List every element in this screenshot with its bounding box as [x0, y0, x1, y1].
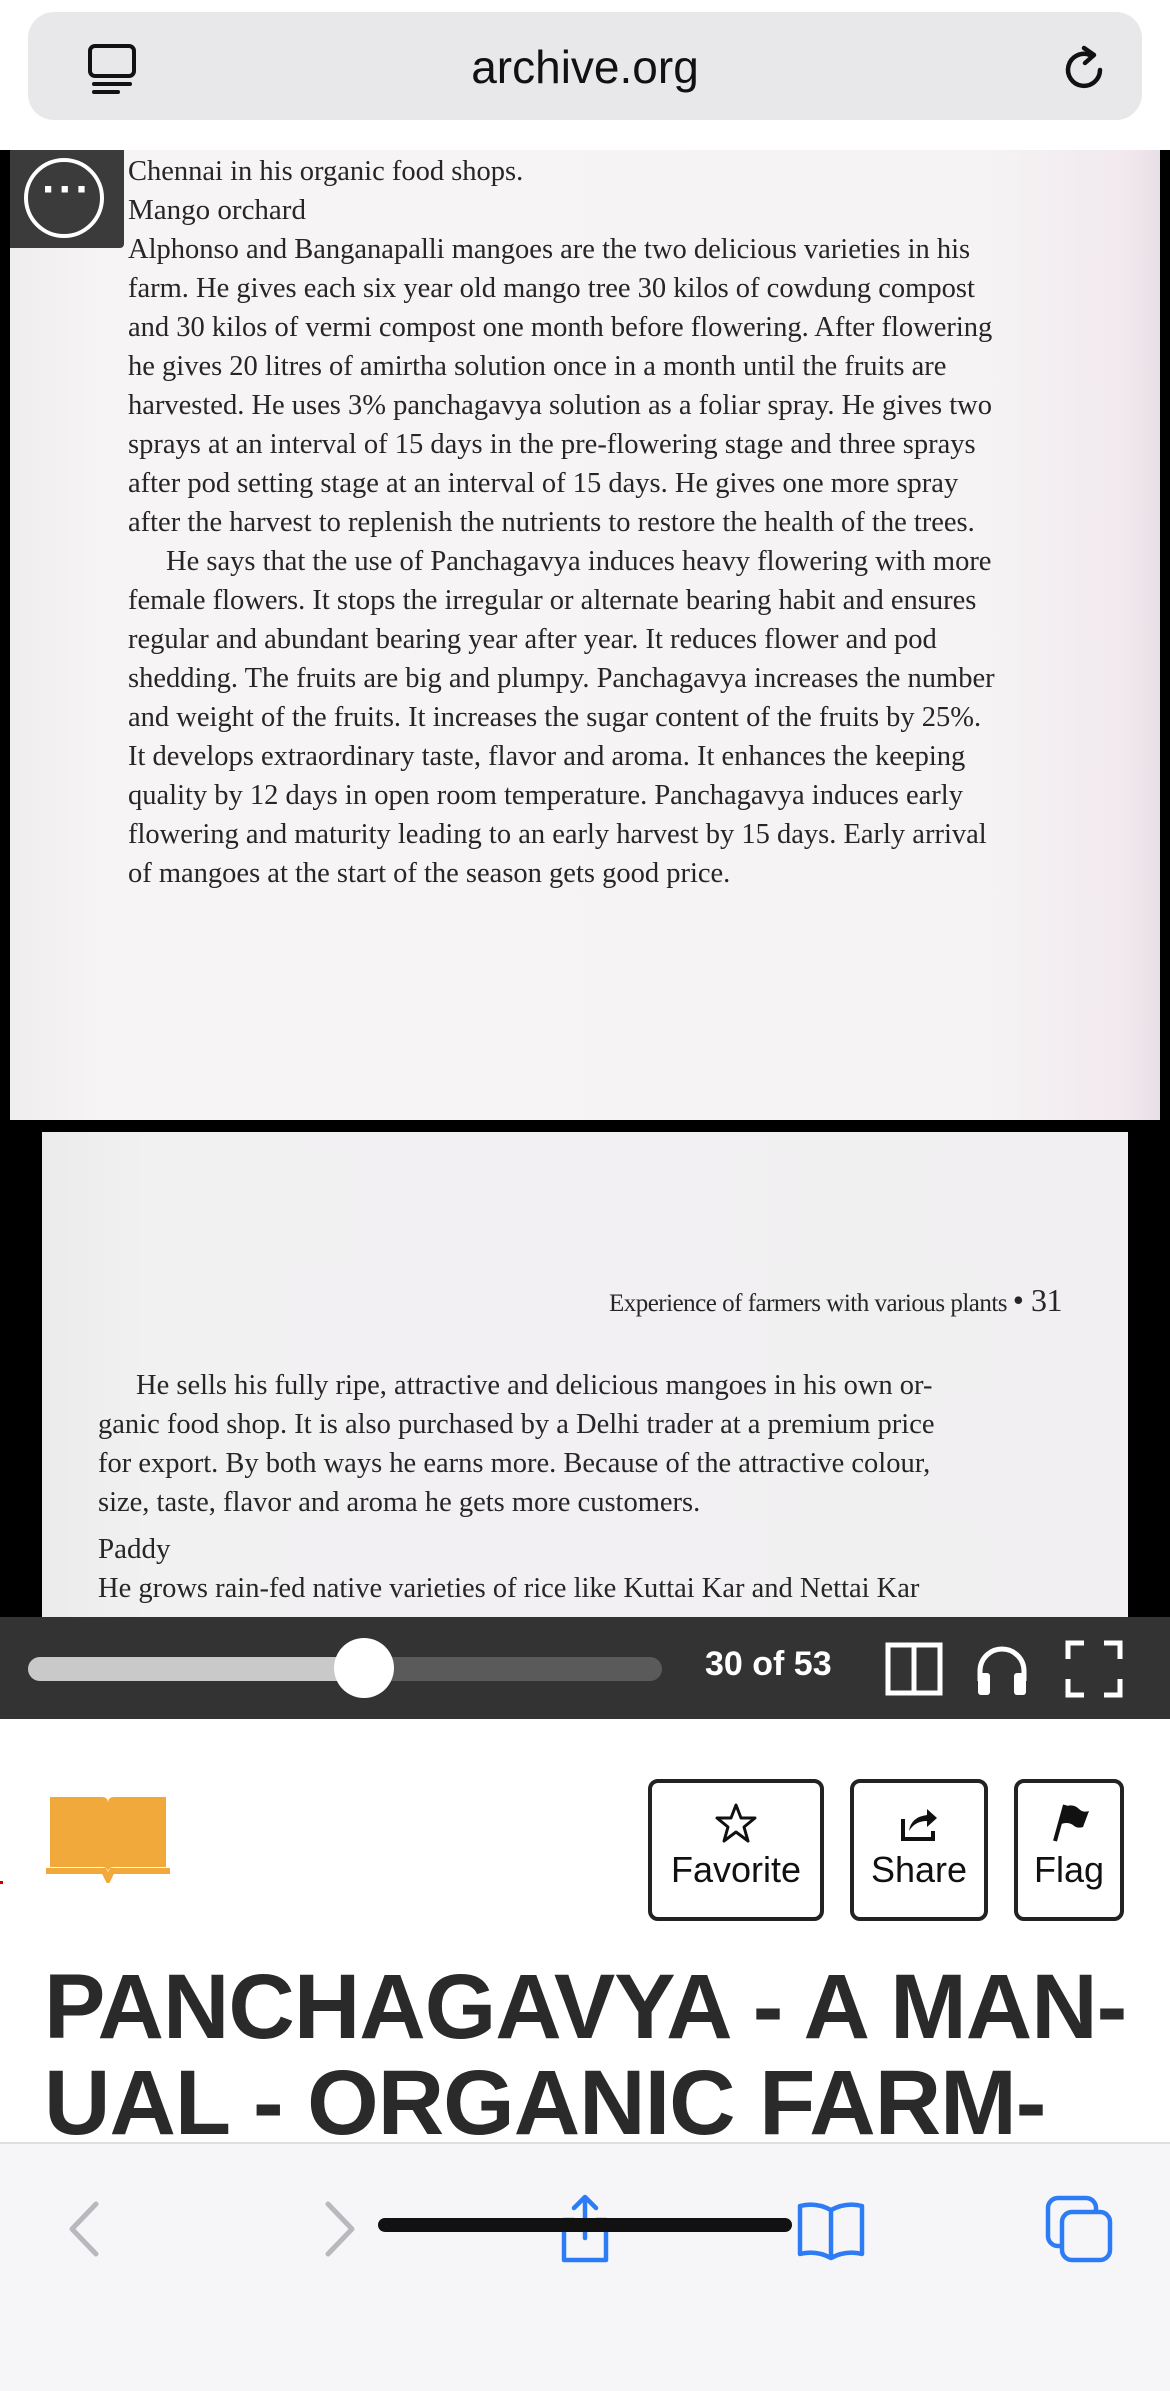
page-line: Chennai in his organic food shops. — [128, 156, 524, 187]
browser-top-bar — [0, 0, 1170, 150]
reload-icon[interactable] — [1054, 40, 1114, 100]
page-line: after pod setting stage at an interval of 15 days. He gives one more spray — [128, 468, 959, 499]
page-line: shedding. The fruits are big and plumpy. Panchagavya increases the number — [128, 663, 995, 694]
share-icon — [897, 1801, 941, 1845]
item-details — [0, 1719, 1170, 2142]
book-icon — [46, 1787, 170, 1883]
page-line: and weight of the fruits. It increases the sugar content of the fruits by 25%. — [128, 702, 982, 733]
item-title: PANCHAGAVYA - A MAN- UAL - ORGANIC FARM- — [44, 1956, 1127, 2142]
page-line: Alphonso and Banganapalli mangoes are the two delicious varieties in his — [128, 234, 971, 265]
browser-toolbar — [0, 2142, 1170, 2391]
share-button[interactable] — [850, 1779, 988, 1921]
reader-controls — [0, 1617, 1170, 1719]
page-line: harvested. He uses 3% panchagavya solution as a foliar spray. He gives two — [128, 390, 992, 421]
page-line: quality by 12 days in open room temperature. Panchagavya induces early — [128, 780, 963, 811]
section-heading: Paddy — [98, 1533, 171, 1565]
page-line: ganic food shop. It is also purchased by a Delhi trader at a premium price — [98, 1409, 935, 1440]
page-number: • 31 — [1012, 1282, 1062, 1318]
share-label: Share — [870, 1849, 968, 1890]
star-icon — [714, 1801, 758, 1845]
book-page-left — [10, 150, 1160, 1120]
favorite-label: Favorite — [670, 1849, 802, 1890]
two-page-view-icon[interactable] — [884, 1639, 944, 1699]
address-bar[interactable] — [28, 12, 1142, 120]
page-line: for export. By both ways he earns more. Because of the attractive colour, — [98, 1448, 931, 1479]
page-slider-fill — [28, 1657, 364, 1681]
flag-label: Flag — [1033, 1849, 1105, 1890]
home-indicator[interactable] — [378, 2218, 792, 2232]
headphones-icon[interactable] — [972, 1639, 1032, 1699]
page-line: flowering and maturity leading to an early harvest by 15 days. Early arrival — [128, 819, 987, 850]
book-page-right — [42, 1132, 1128, 1617]
page-slider-thumb[interactable] — [334, 1638, 394, 1698]
page-line: He sells his fully ripe, attractive and delicious mangoes in his own or- — [136, 1370, 933, 1401]
back-icon[interactable] — [52, 2194, 122, 2264]
page-line: He says that the use of Panchagavya induces heavy flowering with more — [166, 546, 992, 577]
page-line: It develops extraordinary taste, flavor and aroma. It enhances the keeping — [128, 741, 966, 772]
url-text: archive.org — [471, 41, 699, 93]
page-line: size, taste, flavor and aroma he gets more customers. — [98, 1487, 701, 1518]
page-line: female flowers. It stops the irregular or alternate bearing habit and ensures — [128, 585, 977, 616]
page-line: farm. He gives each six year old mango tree 30 kilos of cowdung compost — [128, 273, 975, 304]
flag-icon — [1047, 1801, 1091, 1845]
bookmarks-icon[interactable] — [796, 2194, 866, 2264]
page-indicator: 30 of 53 — [705, 1645, 832, 1683]
page-line: and 30 kilos of vermi compost one month before flowering. After flowering — [128, 312, 993, 343]
page-line: of mangoes at the start of the season gets good price. — [128, 858, 731, 889]
running-head-text: Experience of farmers with various plants — [608, 1290, 1008, 1317]
page-line: He grows rain-fed native varieties of rice like Kuttai Kar and Nettai Kar — [98, 1573, 920, 1604]
section-heading: Mango orchard — [128, 194, 306, 226]
page-line: regular and abundant bearing year after year. It reduces flower and pod — [128, 624, 937, 655]
fullscreen-icon[interactable] — [1064, 1639, 1124, 1699]
running-head — [609, 1282, 1062, 1319]
tabs-icon[interactable] — [1044, 2194, 1114, 2264]
page-line: he gives 20 litres of amirtha solution once in a month until the fruits are — [128, 351, 947, 382]
page-line: after the harvest to replenish the nutrients to restore the health of the trees. — [128, 507, 975, 538]
flag-button[interactable] — [1014, 1779, 1124, 1921]
forward-icon[interactable] — [302, 2194, 372, 2264]
page-line: sprays at an interval of 15 days in the pre-flowering stage and three sprays — [128, 429, 976, 460]
more-options-button[interactable]: ··· — [10, 150, 124, 248]
book-reader[interactable] — [0, 150, 1170, 1617]
favorite-button[interactable] — [648, 1779, 824, 1921]
